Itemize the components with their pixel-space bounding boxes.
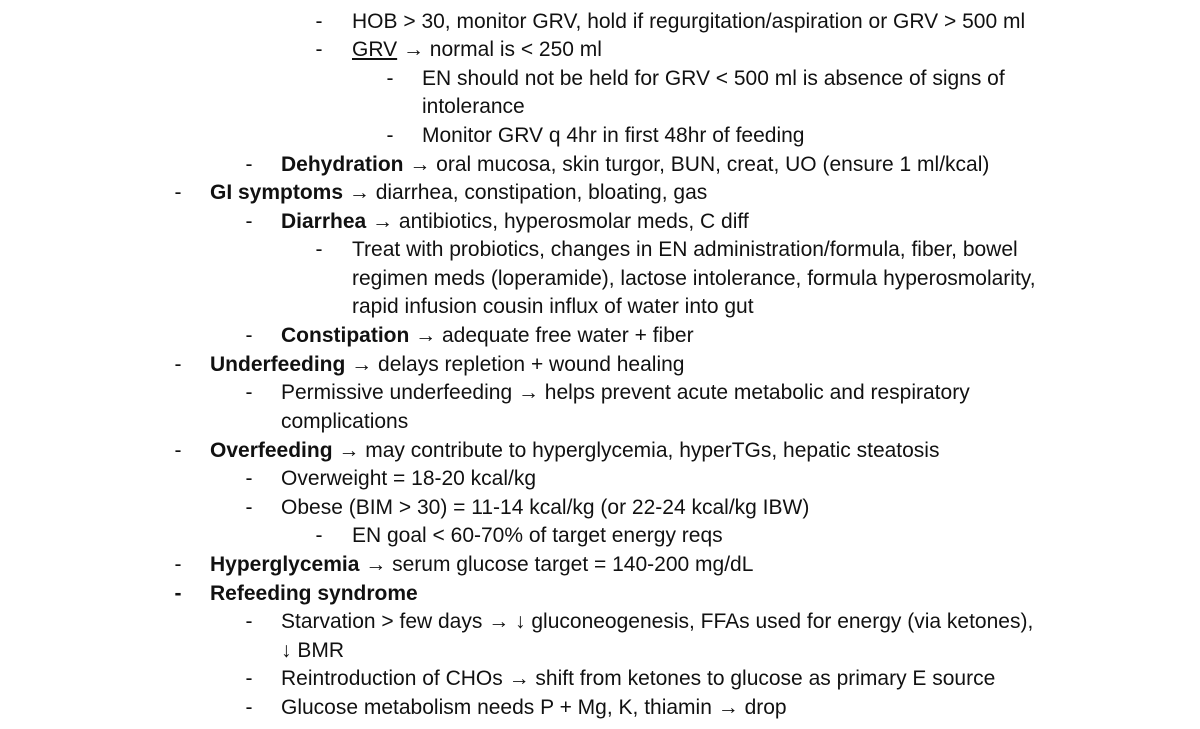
list-item bbox=[281, 494, 809, 523]
list-item-line: GI symptoms → diarrhea, constipation, bloating, gas bbox=[210, 181, 708, 205]
list-item-line: Overfeeding → may contribute to hyperglycemia, hyperTGs, hepatic steatosis bbox=[210, 438, 940, 462]
list-item bbox=[281, 465, 536, 494]
list-bullet: - bbox=[174, 581, 182, 605]
list-item bbox=[281, 379, 970, 436]
list-item bbox=[422, 65, 1005, 122]
list-item bbox=[281, 694, 787, 723]
list-bullet: - bbox=[174, 181, 182, 205]
list-item-line: Underfeeding → delays repletion + wound healing bbox=[210, 352, 685, 376]
list-item-line: EN goal < 60-70% of target energy reqs bbox=[352, 524, 723, 548]
item-heading: Refeeding syndrome bbox=[210, 581, 418, 605]
list-item-line: Treat with probiotics, changes in EN administration/formula, fiber, bowel bbox=[352, 238, 1018, 262]
list-item-line: regimen meds (loperamide), lactose intolerance, formula hyperosmolarity, bbox=[352, 266, 1036, 290]
list-item bbox=[210, 179, 707, 208]
list-bullet: - bbox=[245, 667, 253, 691]
list-item-line: Reintroduction of CHOs → shift from ketones to glucose as primary E source bbox=[281, 667, 996, 691]
list-item-line: intolerance bbox=[422, 95, 525, 119]
list-item bbox=[210, 551, 753, 580]
list-item-line: Constipation → adequate free water + fiber bbox=[281, 324, 694, 348]
list-bullet: - bbox=[386, 66, 394, 90]
item-heading: GI symptoms bbox=[210, 181, 344, 205]
list-item bbox=[210, 351, 684, 380]
list-bullet: - bbox=[245, 324, 253, 348]
list-bullet: - bbox=[315, 238, 323, 262]
list-item-line: HOB > 30, monitor GRV, hold if regurgitation/aspiration or GRV > 500 ml bbox=[352, 9, 1026, 33]
list-bullet: - bbox=[315, 9, 323, 33]
list-item-line: EN should not be held for GRV < 500 ml is absence of signs of bbox=[422, 66, 1005, 90]
list-bullet: - bbox=[386, 123, 394, 147]
list-item bbox=[352, 36, 602, 65]
list-item-line: Obese (BIM > 30) = 11-14 kcal/kg (or 22-24 kcal/kg IBW) bbox=[281, 495, 810, 519]
list-item-line: Diarrhea → antibiotics, hyperosmolar meds, C diff bbox=[281, 209, 749, 233]
list-item-line: Overweight = 18-20 kcal/kg bbox=[281, 467, 537, 491]
list-bullet: - bbox=[245, 209, 253, 233]
list-item bbox=[210, 437, 939, 466]
list-bullet: - bbox=[315, 524, 323, 548]
list-bullet: - bbox=[174, 352, 182, 376]
list-bullet: - bbox=[245, 467, 253, 491]
list-item-line: Permissive underfeeding → helps prevent acute metabolic and respiratory bbox=[281, 381, 970, 405]
list-bullet: - bbox=[245, 152, 253, 176]
list-item bbox=[352, 522, 723, 551]
list-bullet: - bbox=[174, 552, 182, 576]
item-heading: Diarrhea bbox=[281, 209, 367, 233]
list-item-line: Glucose metabolism needs P + Mg, K, thiamin → drop bbox=[281, 695, 787, 719]
list-bullet: - bbox=[245, 381, 253, 405]
list-bullet: - bbox=[245, 610, 253, 634]
item-heading: Constipation bbox=[281, 324, 410, 348]
list-item bbox=[422, 122, 804, 151]
list-item-line: Starvation > few days → ↓ gluconeogenesis, FFAs used for energy (via ketones), bbox=[281, 610, 1034, 634]
list-item-line: Dehydration → oral mucosa, skin turgor, BUN, creat, UO (ensure 1 ml/kcal) bbox=[281, 152, 990, 176]
list-item bbox=[281, 151, 989, 180]
item-underlined-term: GRV bbox=[352, 38, 398, 62]
list-item bbox=[281, 665, 995, 694]
item-heading: Hyperglycemia bbox=[210, 552, 360, 576]
list-item-line: Monitor GRV q 4hr in first 48hr of feeding bbox=[422, 123, 805, 147]
list-item-line: ↓ BMR bbox=[281, 638, 344, 662]
list-item bbox=[210, 580, 418, 609]
item-heading: Overfeeding bbox=[210, 438, 333, 462]
list-item bbox=[281, 322, 694, 351]
item-heading: Underfeeding bbox=[210, 352, 346, 376]
list-item-line: Hyperglycemia → serum glucose target = 140-200 mg/dL bbox=[210, 552, 754, 576]
list-item bbox=[352, 236, 1036, 322]
list-item bbox=[281, 608, 1033, 665]
list-item-line: rapid infusion cousin influx of water into gut bbox=[352, 295, 754, 319]
list-bullet: - bbox=[315, 38, 323, 62]
item-heading: Dehydration bbox=[281, 152, 404, 176]
list-item bbox=[281, 208, 749, 237]
list-bullet: - bbox=[245, 695, 253, 719]
list-item-line bbox=[210, 580, 418, 609]
list-item bbox=[352, 8, 1025, 37]
list-bullet: - bbox=[245, 495, 253, 519]
list-item-line: GRV → normal is < 250 ml bbox=[352, 38, 602, 62]
list-bullet: - bbox=[174, 438, 182, 462]
list-item-line: complications bbox=[281, 409, 409, 433]
